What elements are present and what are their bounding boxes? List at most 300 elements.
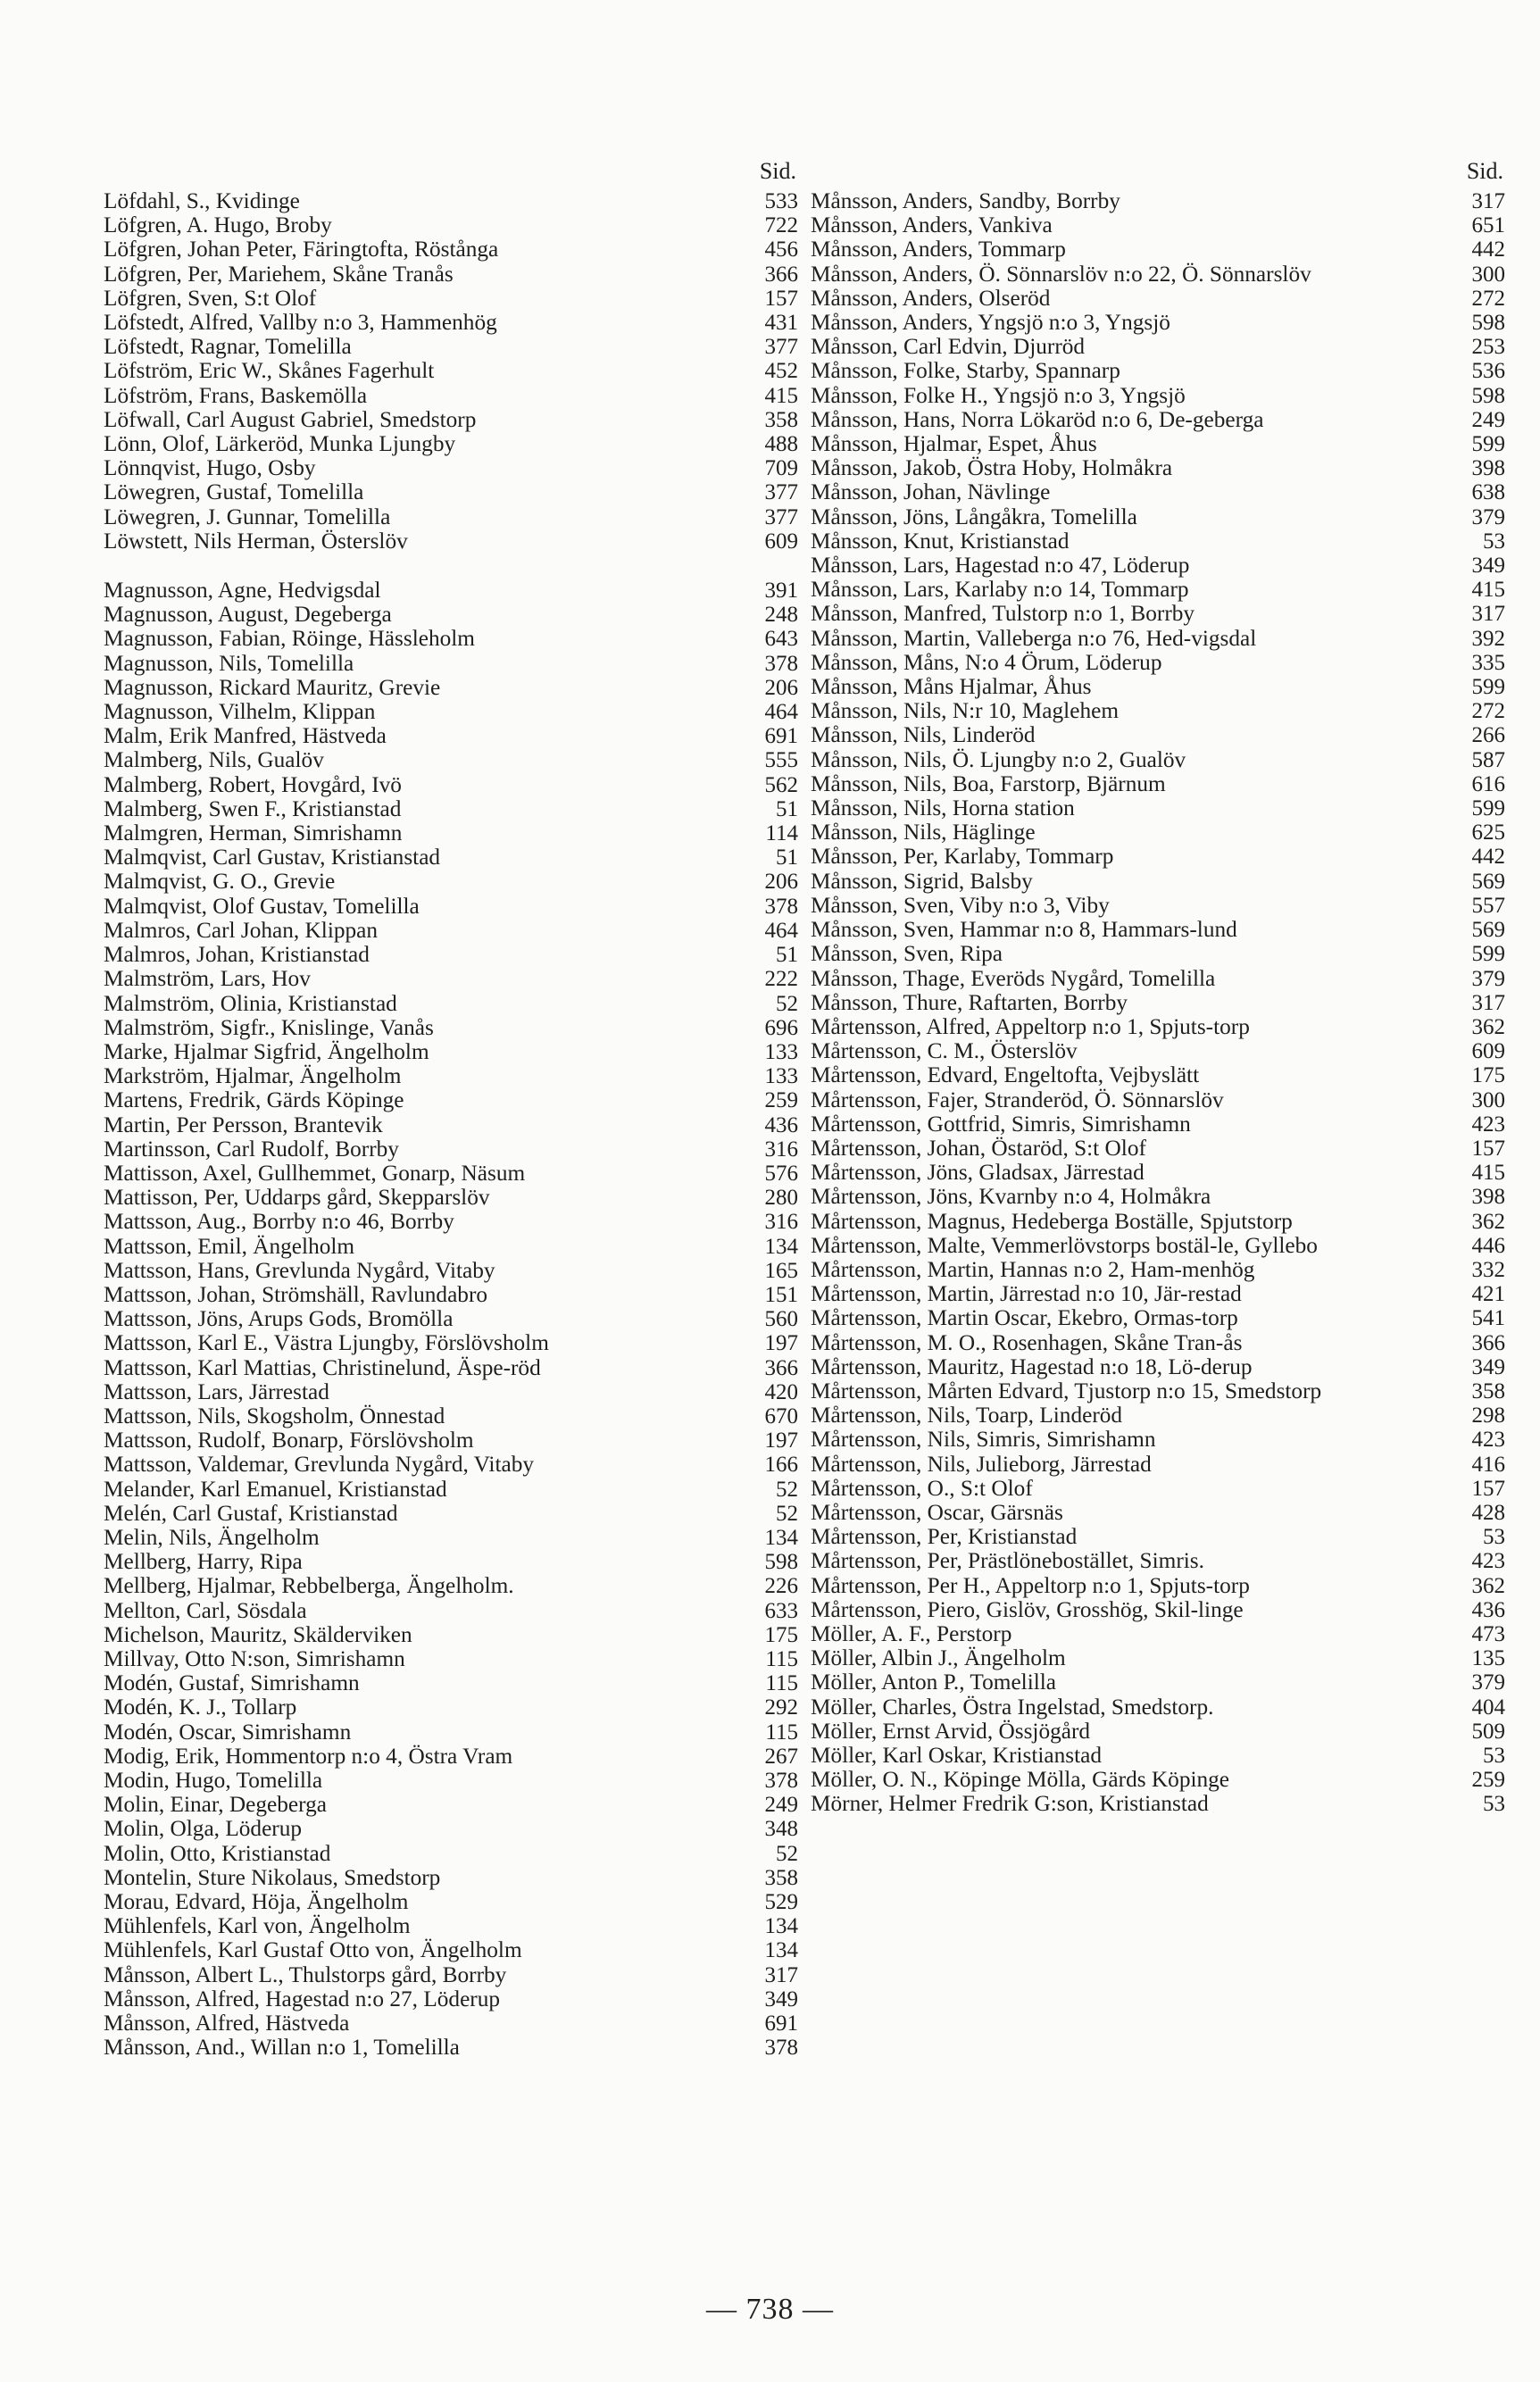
index-entry: [104, 676, 798, 700]
index-entry: [104, 627, 798, 651]
index-entry: [811, 1453, 1505, 1477]
entry-name: Magnusson, Nils, Tomelilla: [104, 650, 354, 676]
index-entry: [104, 505, 798, 529]
entry-page-number: 197: [764, 1331, 798, 1356]
entry-page-number: 415: [1471, 578, 1505, 603]
entry-page-number: 52: [776, 1477, 798, 1502]
entry-page-number: 436: [764, 1112, 798, 1137]
index-entry: [811, 1185, 1505, 1209]
index-entry: [811, 699, 1505, 723]
entry-name: Månsson, Måns, N:o 4 Örum, Löderup: [811, 649, 1162, 675]
entry-name: Millvay, Otto N:son, Simrishamn: [104, 1645, 405, 1671]
entry-name: Molin, Einar, Degeberga: [104, 1792, 328, 1818]
entry-page-number: 431: [764, 311, 798, 336]
index-entry: [811, 1306, 1505, 1330]
entry-page-number: 317: [1471, 602, 1505, 627]
entry-name: Löwstett, Nils Herman, Österslöv: [104, 528, 408, 554]
entry-name: Månsson, Anders, Tommarp: [811, 237, 1066, 262]
entry-page-number: 651: [1471, 213, 1505, 238]
entry-name: Mårtensson, Martin, Järrestad n:o 10, Jär-restad: [811, 1281, 1242, 1307]
entry-name: Löwegren, J. Gunnar, Tomelilla: [104, 504, 391, 529]
entry-page-number: 134: [764, 1938, 798, 1963]
entry-page-number: 436: [1471, 1597, 1505, 1622]
index-entry: [104, 1938, 798, 1962]
index-entry: [104, 967, 798, 991]
entry-name: Månsson, Martin, Valleberga n:o 76, Hed-vigsdal: [811, 625, 1257, 651]
entry-page-number: 151: [764, 1282, 798, 1307]
entry-page-number: 691: [764, 2011, 798, 2036]
entry-page-number: 175: [764, 1622, 798, 1647]
entry-page-number: 423: [1471, 1428, 1505, 1453]
entry-name: Melander, Karl Emanuel, Kristianstad: [104, 1476, 447, 1502]
entry-name: Månsson, Nils, N:r 10, Maglehem: [811, 698, 1119, 724]
index-entry: [811, 748, 1505, 772]
index-entry: [811, 967, 1505, 991]
entry-name: Månsson, Knut, Kristianstad: [811, 528, 1070, 554]
page-number: — 738 —: [706, 2293, 834, 2326]
entry-name: Martinsson, Carl Rudolf, Borrby: [104, 1136, 399, 1162]
entry-page-number: 446: [1471, 1233, 1505, 1258]
entry-page-number: 509: [1471, 1719, 1505, 1744]
entry-name: Magnusson, August, Degeberga: [104, 602, 392, 628]
index-entry: [104, 603, 798, 627]
entry-name: Månsson, Lars, Karlaby n:o 14, Tommarp: [811, 577, 1189, 603]
index-entry: [811, 262, 1505, 287]
left-entry-list: [104, 189, 798, 2060]
entry-name: Löfstedt, Ragnar, Tomelilla: [104, 334, 352, 360]
entry-page-number: 362: [1471, 1573, 1505, 1598]
entry-page-number: 259: [764, 1088, 798, 1113]
entry-page-number: 536: [1471, 359, 1505, 384]
entry-page-number: 378: [764, 894, 798, 919]
entry-name: Löfgren, Sven, S:t Olof: [104, 285, 317, 311]
index-entry: [811, 845, 1505, 869]
entry-page-number: 362: [1471, 1014, 1505, 1039]
index-entry: [811, 384, 1505, 408]
entry-name: Mårtensson, M. O., Rosenhagen, Skåne Tran-ås: [811, 1329, 1243, 1355]
entry-page-number: 349: [1471, 1354, 1505, 1379]
entry-name: Mårtensson, Oscar, Gärsnäs: [811, 1499, 1063, 1525]
entry-name: Månsson, Nils, Boa, Farstorp, Bjärnum: [811, 770, 1166, 796]
entry-name: Mårtensson, O., S:t Olof: [811, 1475, 1033, 1501]
index-entry: [104, 1671, 798, 1695]
entry-page-number: 442: [1471, 845, 1505, 870]
entry-page-number: 464: [764, 700, 798, 725]
entry-name: Månsson, Thure, Raftarten, Borrby: [811, 989, 1128, 1015]
index-entry: [104, 1453, 798, 1477]
entry-page-number: 358: [1471, 1378, 1505, 1403]
index-entry: [811, 432, 1505, 456]
entry-page-number: 166: [764, 1453, 798, 1478]
entry-name: Mårtensson, Edvard, Engeltofta, Vejbyslätt: [811, 1062, 1200, 1088]
left-index-column: [104, 157, 798, 2060]
index-entry: [104, 1914, 798, 1938]
entry-page-number: 378: [764, 651, 798, 676]
index-entry: [104, 1016, 798, 1040]
index-entry: [811, 651, 1505, 675]
index-entry: [811, 287, 1505, 311]
entry-name: Malmros, Carl Johan, Klippan: [104, 917, 379, 943]
entry-page-number: 562: [764, 772, 798, 797]
entry-page-number: 560: [764, 1307, 798, 1332]
entry-name: Månsson, Sigrid, Balsby: [811, 868, 1033, 894]
index-entry: [104, 213, 798, 237]
entry-name: Månsson, Anders, Sandby, Borrby: [811, 188, 1120, 213]
entry-name: Månsson, Nils, Horna station: [811, 795, 1075, 821]
index-entry: [811, 1161, 1505, 1185]
entry-name: Månsson, Anders, Yngsjö n:o 3, Yngsjö: [811, 310, 1170, 336]
entry-page-number: 53: [1483, 529, 1505, 554]
entry-name: Molin, Olga, Löderup: [104, 1816, 303, 1842]
entry-page-number: 249: [764, 1793, 798, 1818]
entry-page-number: 423: [1471, 1112, 1505, 1137]
entry-page-number: 51: [776, 845, 798, 870]
entry-name: Morau, Edvard, Höja, Ängelholm: [104, 1889, 409, 1915]
entry-page-number: 442: [1471, 237, 1505, 262]
index-entry: [104, 1478, 798, 1502]
index-entry: [104, 1526, 798, 1550]
entry-name: Mårtensson, Magnus, Hedeberga Boställe, Spjutstorp: [811, 1208, 1293, 1234]
index-entry: [104, 724, 798, 748]
entry-name: Mårtensson, Nils, Toarp, Linderöd: [811, 1403, 1123, 1428]
entry-name: Modén, Gustaf, Simrishamn: [104, 1670, 360, 1696]
entry-page-number: 691: [764, 724, 798, 749]
entry-name: Lönn, Olof, Lärkeröd, Munka Ljungby: [104, 431, 456, 457]
entry-name: Mattsson, Karl E., Västra Ljungby, Förslövsholm: [104, 1330, 549, 1356]
entry-page-number: 348: [764, 1817, 798, 1842]
entry-name: Mörner, Helmer Fredrik G:son, Kristianstad: [811, 1791, 1209, 1817]
entry-name: Möller, Charles, Östra Ingelstad, Smedstorp.: [811, 1694, 1214, 1720]
entry-page-number: 249: [1471, 407, 1505, 432]
index-entry: [104, 335, 798, 359]
index-entry: [104, 2036, 798, 2060]
entry-name: Mattsson, Johan, Strömshäll, Ravlundabro: [104, 1281, 488, 1307]
entry-page-number: 569: [1471, 869, 1505, 894]
entry-name: Möller, A. F., Perstorp: [811, 1620, 1012, 1646]
entry-page-number: 633: [764, 1598, 798, 1623]
entry-page-number: 135: [1471, 1646, 1505, 1671]
entry-name: Löfwall, Carl August Gabriel, Smedstorp: [104, 406, 477, 432]
entry-name: Månsson, And., Willan n:o 1, Tomelilla: [104, 2035, 460, 2061]
index-entry: [811, 529, 1505, 554]
index-entry: [811, 723, 1505, 747]
entry-page-number: 134: [764, 1525, 798, 1550]
entry-name: Mårtensson, Jöns, Kvarnby n:o 4, Holmåkra: [811, 1184, 1211, 1210]
entry-name: Malmberg, Swen F., Kristianstad: [104, 795, 402, 821]
entry-page-number: 133: [764, 1039, 798, 1064]
entry-page-number: 266: [1471, 723, 1505, 748]
entry-name: Melén, Carl Gustaf, Kristianstad: [104, 1500, 398, 1526]
entry-page-number: 557: [1471, 893, 1505, 918]
index-entry: [104, 895, 798, 919]
index-entry: [104, 1283, 798, 1307]
entry-name: Molin, Otto, Kristianstad: [104, 1840, 331, 1866]
index-entry: [104, 1162, 798, 1186]
index-entry: [104, 359, 798, 383]
entry-page-number: 53: [1483, 1792, 1505, 1817]
index-entry: [811, 1622, 1505, 1646]
index-entry: [104, 1745, 798, 1769]
entry-page-number: 366: [764, 262, 798, 287]
index-entry: [104, 1890, 798, 1914]
index-entry: [811, 311, 1505, 335]
entry-page-number: 115: [765, 1671, 798, 1696]
entry-page-number: 349: [1471, 554, 1505, 579]
entry-name: Mårtensson, Per, Kristianstad: [811, 1524, 1078, 1550]
entry-name: Mårtensson, Jöns, Gladsax, Järrestad: [811, 1160, 1145, 1186]
entry-page-number: 576: [764, 1161, 798, 1186]
entry-name: Martin, Per Persson, Brantevik: [104, 1112, 383, 1137]
entry-page-number: 206: [764, 870, 798, 895]
index-entry: [104, 1963, 798, 1987]
index-entry: [104, 1842, 798, 1866]
entry-name: Markström, Hjalmar, Ängelholm: [104, 1063, 402, 1089]
index-entry: [104, 992, 798, 1016]
entry-name: Magnusson, Vilhelm, Klippan: [104, 699, 376, 725]
entry-page-number: 349: [764, 1986, 798, 2011]
index-entry: [104, 311, 798, 335]
entry-page-number: 300: [1471, 262, 1505, 287]
entry-name: Månsson, Johan, Nävlinge: [811, 479, 1051, 505]
entry-name: Månsson, Sven, Hammar n:o 8, Hammars-lund: [811, 917, 1237, 943]
entry-name: Möller, Karl Oskar, Kristianstad: [811, 1743, 1103, 1768]
entry-page-number: 272: [1471, 699, 1505, 724]
entry-page-number: 259: [1471, 1768, 1505, 1793]
left-column-header: Sid.: [759, 158, 796, 184]
entry-name: Möller, O. N., Köpinge Mölla, Gärds Köpinge: [811, 1767, 1230, 1793]
index-entry: [104, 384, 798, 408]
entry-name: Månsson, Måns Hjalmar, Åhus: [811, 674, 1092, 700]
index-entry: [811, 408, 1505, 432]
entry-page-number: 114: [765, 821, 798, 846]
right-entry-list: [811, 189, 1505, 1817]
entry-name: Mårtensson, Johan, Östaröd, S:t Olof: [811, 1135, 1146, 1161]
entry-page-number: 696: [764, 1015, 798, 1040]
index-entry: [104, 1695, 798, 1720]
entry-name: Malmström, Lars, Hov: [104, 966, 311, 992]
index-entry: [104, 1210, 798, 1234]
index-entry: [104, 2011, 798, 2036]
index-entry: [811, 213, 1505, 237]
entry-name: Mellberg, Harry, Ripa: [104, 1549, 303, 1575]
index-entry: [104, 1064, 798, 1088]
index-entry: [811, 554, 1505, 578]
entry-name: Magnusson, Agne, Hedvigsdal: [104, 578, 381, 604]
entry-page-number: 317: [1471, 189, 1505, 213]
index-entry: [104, 1380, 798, 1404]
entry-name: Magnusson, Fabian, Röinge, Hässleholm: [104, 626, 475, 652]
entry-name: Månsson, Sven, Viby n:o 3, Viby: [811, 892, 1110, 918]
entry-name: Mellton, Carl, Sösdala: [104, 1597, 307, 1623]
index-entry: [811, 237, 1505, 262]
entry-name: Mårtensson, Nils, Julieborg, Järrestad: [811, 1451, 1152, 1477]
index-entry: [104, 1428, 798, 1453]
entry-name: Löfstedt, Alfred, Vallby n:o 3, Hammenhög: [104, 310, 497, 336]
entry-page-number: 358: [764, 407, 798, 432]
entry-page-number: 599: [1471, 675, 1505, 700]
index-entry: [104, 1866, 798, 1890]
entry-page-number: 115: [765, 1720, 798, 1745]
entry-page-number: 335: [1471, 650, 1505, 675]
entry-name: Martens, Fredrik, Gärds Köpinge: [104, 1087, 404, 1113]
index-entry: [104, 797, 798, 821]
index-entry: [104, 652, 798, 676]
entry-name: Magnusson, Rickard Mauritz, Grevie: [104, 674, 441, 700]
entry-name: Månsson, Sven, Ripa: [811, 941, 1003, 967]
index-entry: [104, 1599, 798, 1623]
entry-page-number: 157: [1471, 1136, 1505, 1161]
index-entry: [104, 748, 798, 772]
index-entry: [104, 529, 798, 554]
entry-name: Malmberg, Robert, Hovgård, Ivö: [104, 771, 402, 797]
entry-page-number: 362: [1471, 1209, 1505, 1234]
index-entry: [104, 1307, 798, 1331]
index-entry: [104, 845, 798, 870]
entry-name: Mårtensson, Gottfrid, Simris, Simrishamn: [811, 1111, 1191, 1137]
entry-page-number: 416: [1471, 1452, 1505, 1477]
index-entry: [104, 1186, 798, 1210]
entry-name: Malmros, Johan, Kristianstad: [104, 942, 370, 968]
entry-name: Månsson, Folke, Starby, Spannarp: [811, 358, 1120, 384]
index-entry: [811, 1015, 1505, 1039]
entry-page-number: 317: [1471, 990, 1505, 1015]
entry-page-number: 248: [764, 603, 798, 628]
entry-name: Löfgren, A. Hugo, Broby: [104, 212, 332, 238]
index-entry: [811, 578, 1505, 602]
entry-name: Månsson, Per, Karlaby, Tommarp: [811, 844, 1114, 870]
index-entry: [104, 1259, 798, 1283]
entry-name: Mårtensson, Per, Prästlönebostället, Simris.: [811, 1548, 1204, 1574]
entry-name: Löfgren, Per, Mariehem, Skåne Tranås: [104, 261, 454, 287]
index-entry: [104, 1769, 798, 1793]
index-entry: [104, 1113, 798, 1137]
entry-page-number: 670: [764, 1403, 798, 1428]
entry-name: Marke, Hjalmar Sigfrid, Ängelholm: [104, 1038, 429, 1064]
entry-name: Månsson, Anders, Olseröd: [811, 285, 1051, 311]
entry-name: Möller, Albin J., Ängelholm: [811, 1645, 1066, 1671]
index-entry: [811, 675, 1505, 699]
index-entry: [811, 772, 1505, 796]
index-entry: [811, 942, 1505, 966]
index-entry: [104, 1404, 798, 1428]
index-entry: [811, 1744, 1505, 1768]
entry-name: Mattsson, Lars, Järrestad: [104, 1378, 329, 1404]
index-entry: [811, 1525, 1505, 1549]
index-entry: [811, 602, 1505, 626]
entry-name: Malmström, Olinia, Kristianstad: [104, 990, 397, 1016]
index-entry: [811, 1137, 1505, 1161]
entry-name: Mattsson, Emil, Ängelholm: [104, 1233, 355, 1259]
entry-page-number: 115: [765, 1646, 798, 1671]
entry-name: Lönnqvist, Hugo, Osby: [104, 455, 316, 481]
index-entry: [104, 262, 798, 287]
entry-name: Månsson, Nils, Ö. Ljungby n:o 2, Gualöv: [811, 746, 1186, 772]
entry-name: Malmström, Sigfr., Knislinge, Vanås: [104, 1014, 434, 1040]
entry-page-number: 541: [1471, 1306, 1505, 1331]
index-entry: [104, 773, 798, 797]
entry-name: Månsson, Thage, Everöds Nygård, Tomelilla: [811, 965, 1216, 991]
entry-name: Mårtensson, Martin, Hannas n:o 2, Ham-menhög: [811, 1256, 1255, 1282]
entry-name: Mattsson, Jöns, Arups Gods, Bromölla: [104, 1306, 454, 1332]
entry-page-number: 598: [764, 1550, 798, 1575]
index-entry: [811, 991, 1505, 1015]
entry-name: Mårtensson, Piero, Gislöv, Grosshög, Skil-linge: [811, 1596, 1244, 1622]
entry-page-number: 398: [1471, 456, 1505, 481]
index-entry: [104, 1817, 798, 1841]
entry-page-number: 638: [1471, 480, 1505, 505]
entry-page-number: 366: [764, 1355, 798, 1380]
index-entry: [811, 1598, 1505, 1622]
index-entry: [104, 408, 798, 432]
entry-name: Mårtensson, Mauritz, Hagestad n:o 18, Lö-derup: [811, 1353, 1253, 1379]
entry-name: Mattisson, Per, Uddarps gård, Skepparslöv: [104, 1185, 490, 1211]
entry-page-number: 555: [764, 748, 798, 773]
entry-name: Månsson, Anders, Ö. Sönnarslöv n:o 22, Ö. Sönnarslöv: [811, 261, 1311, 287]
index-entry: [811, 1210, 1505, 1234]
entry-page-number: 165: [764, 1258, 798, 1283]
entry-page-number: 267: [764, 1744, 798, 1769]
entry-page-number: 379: [1471, 966, 1505, 991]
entry-name: Månsson, Jakob, Östra Hoby, Holmåkra: [811, 455, 1173, 481]
right-index-column: [811, 157, 1505, 1817]
entry-name: Mattsson, Valdemar, Grevlunda Nygård, Vitaby: [104, 1452, 534, 1478]
entry-name: Mattsson, Aug., Borrby n:o 46, Borrby: [104, 1209, 454, 1235]
index-entry: [104, 1647, 798, 1671]
entry-name: Löfdahl, S., Kvidinge: [104, 188, 300, 213]
entry-page-number: 415: [764, 383, 798, 408]
entry-name: Mattsson, Karl Mattias, Christinelund, Äspe-röd: [104, 1354, 541, 1380]
entry-page-number: 280: [764, 1186, 798, 1211]
entry-page-number: 599: [1471, 432, 1505, 457]
entry-page-number: 392: [1471, 626, 1505, 651]
index-entry: [104, 1331, 798, 1355]
entry-page-number: 598: [1471, 311, 1505, 336]
entry-page-number: 587: [1471, 747, 1505, 772]
index-entry: [104, 821, 798, 845]
index-entry: [811, 1234, 1505, 1258]
entry-name: Löfgren, Johan Peter, Färingtofta, Röstånga: [104, 237, 499, 262]
entry-page-number: 253: [1471, 335, 1505, 360]
entry-name: Månsson, Albert L., Thulstorps gård, Borrby: [104, 1961, 507, 1987]
entry-name: Mattsson, Rudolf, Bonarp, Förslövsholm: [104, 1428, 474, 1453]
index-entry: [811, 1574, 1505, 1598]
entry-name: Mellberg, Hjalmar, Rebbelberga, Ängelholm.: [104, 1573, 514, 1599]
entry-page-number: 197: [764, 1428, 798, 1453]
entry-name: Månsson, Anders, Vankiva: [811, 212, 1053, 238]
index-entry: [811, 1355, 1505, 1379]
index-entry: [811, 1501, 1505, 1525]
entry-name: Mühlenfels, Karl von, Ängelholm: [104, 1913, 411, 1939]
entry-page-number: 298: [1471, 1403, 1505, 1428]
entry-name: Malmqvist, Carl Gustav, Kristianstad: [104, 845, 441, 870]
entry-name: Möller, Anton P., Tomelilla: [811, 1670, 1057, 1695]
entry-name: Månsson, Hans, Norra Lökaröd n:o 6, De-geberga: [811, 406, 1264, 432]
entry-page-number: 415: [1471, 1161, 1505, 1186]
entry-name: Månsson, Lars, Hagestad n:o 47, Löderup: [811, 553, 1190, 579]
entry-page-number: 391: [764, 579, 798, 604]
entry-page-number: 722: [764, 213, 798, 238]
entry-page-number: 133: [764, 1064, 798, 1089]
index-entry: [811, 505, 1505, 529]
entry-page-number: 157: [1471, 1476, 1505, 1501]
entry-name: Månsson, Carl Edvin, Djurröd: [811, 334, 1086, 360]
entry-name: Modig, Erik, Hommentorp n:o 4, Östra Vram: [104, 1743, 513, 1769]
entry-name: Mårtensson, C. M., Österslöv: [811, 1038, 1078, 1064]
entry-page-number: 456: [764, 237, 798, 262]
entry-page-number: 533: [764, 189, 798, 213]
entry-name: Månsson, Alfred, Hästveda: [104, 2011, 350, 2036]
entry-name: Mattisson, Axel, Gullhemmet, Gonarp, Näsum: [104, 1160, 526, 1186]
